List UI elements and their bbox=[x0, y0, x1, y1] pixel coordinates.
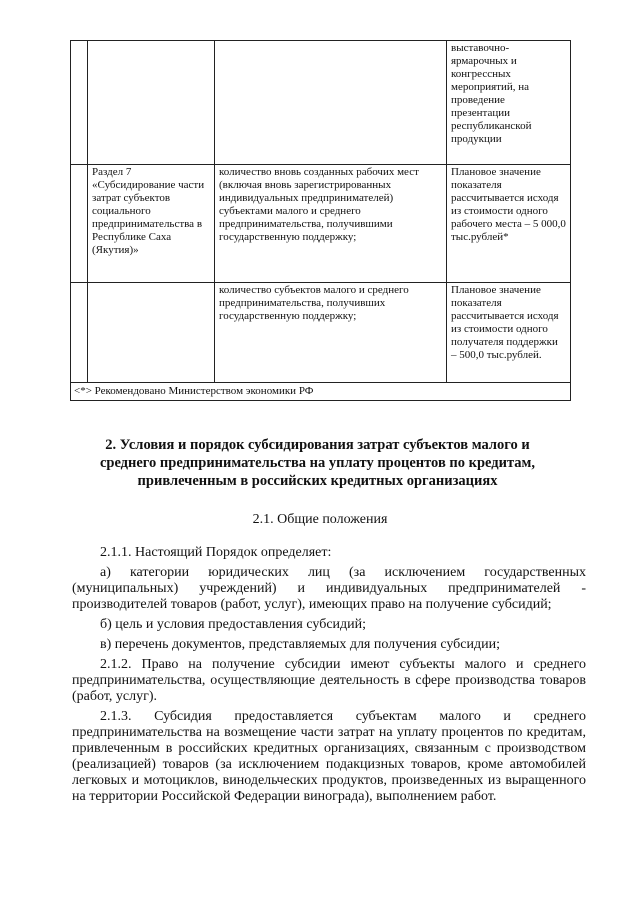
planned-value-cell: Плановое значение показателя рассчитывается исходя из стоимости одного рабочего места – 5 000,0 тыс.рублей* bbox=[447, 165, 571, 283]
table-row bbox=[71, 283, 571, 383]
paragraph: а) категории юридических лиц (за исключением государственных (муниципальных) учреждений) и индивидуальных предпринимателей - производителей товаров (работ, услуг), имеющих право на получение субсидий; bbox=[72, 565, 586, 612]
table-cell: выставочно-ярмарочных и конгрессных мероприятий, на проведение презентации республиканской продукции bbox=[447, 41, 571, 165]
section-name-cell: Раздел 7 «Субсидирование части затрат субъектов социального предпринимательства в Республике Саха (Якутия)» bbox=[88, 165, 215, 283]
indicator-cell: количество вновь созданных рабочих мест (включая вновь зарегистрированных индивидуальных предпринимателей) субъектами малого и среднего предпринимательства, получившими государственную поддержку; bbox=[215, 165, 447, 283]
table-cell bbox=[88, 283, 215, 383]
table-cell bbox=[71, 283, 88, 383]
table-cell bbox=[88, 41, 215, 165]
planned-value-cell: Плановое значение показателя рассчитывается исходя из стоимости одного получателя поддержки – 500,0 тыс.рублей. bbox=[447, 283, 571, 383]
paragraph: б) цель и условия предоставления субсидий; bbox=[100, 617, 367, 632]
footnote: <*> Рекомендовано Министерством экономики РФ bbox=[71, 383, 571, 401]
subsection-title: 2.1. Общие положения bbox=[252, 512, 388, 527]
table-row bbox=[71, 41, 571, 165]
paragraph: в) перечень документов, представляемых для получения субсидии; bbox=[100, 637, 501, 652]
table-row bbox=[71, 383, 571, 401]
paragraph: 2.1.2. Право на получение субсидии имеют субъекты малого и среднего предпринимательства, осуществляющие деятельность в сфере производства товаров (работ, услуг). bbox=[72, 657, 586, 704]
paragraph: 2.1.3. Субсидия предоставляется субъектам малого и среднего предпринимательства на возмещение части затрат на уплату процентов по кредитам, привлеченным в российских кредитных организациях, связанным с производством (реализацией) товаров (за исключением подакцизных товаров, кроме автомобилей легковых и мотоциклов, винодельческих продуктов, произведенных из выращенного на территории Российской Федерации винограда), выполнением работ. bbox=[72, 709, 586, 804]
table-row bbox=[71, 165, 571, 283]
table-cell bbox=[215, 41, 447, 165]
indicators-table bbox=[70, 40, 571, 401]
table-cell bbox=[71, 41, 88, 165]
section-title: 2. Условия и порядок субсидирования затрат субъектов малого и среднего предпринимательства на уплату процентов по кредитам, привлеченным в российских кредитных организациях bbox=[99, 437, 536, 489]
indicator-cell: количество субъектов малого и среднего предпринимательства, получивших государственную поддержку; bbox=[215, 283, 447, 383]
paragraph: 2.1.1. Настоящий Порядок определяет: bbox=[100, 545, 332, 560]
table-cell bbox=[71, 165, 88, 283]
document-body bbox=[72, 545, 586, 809]
